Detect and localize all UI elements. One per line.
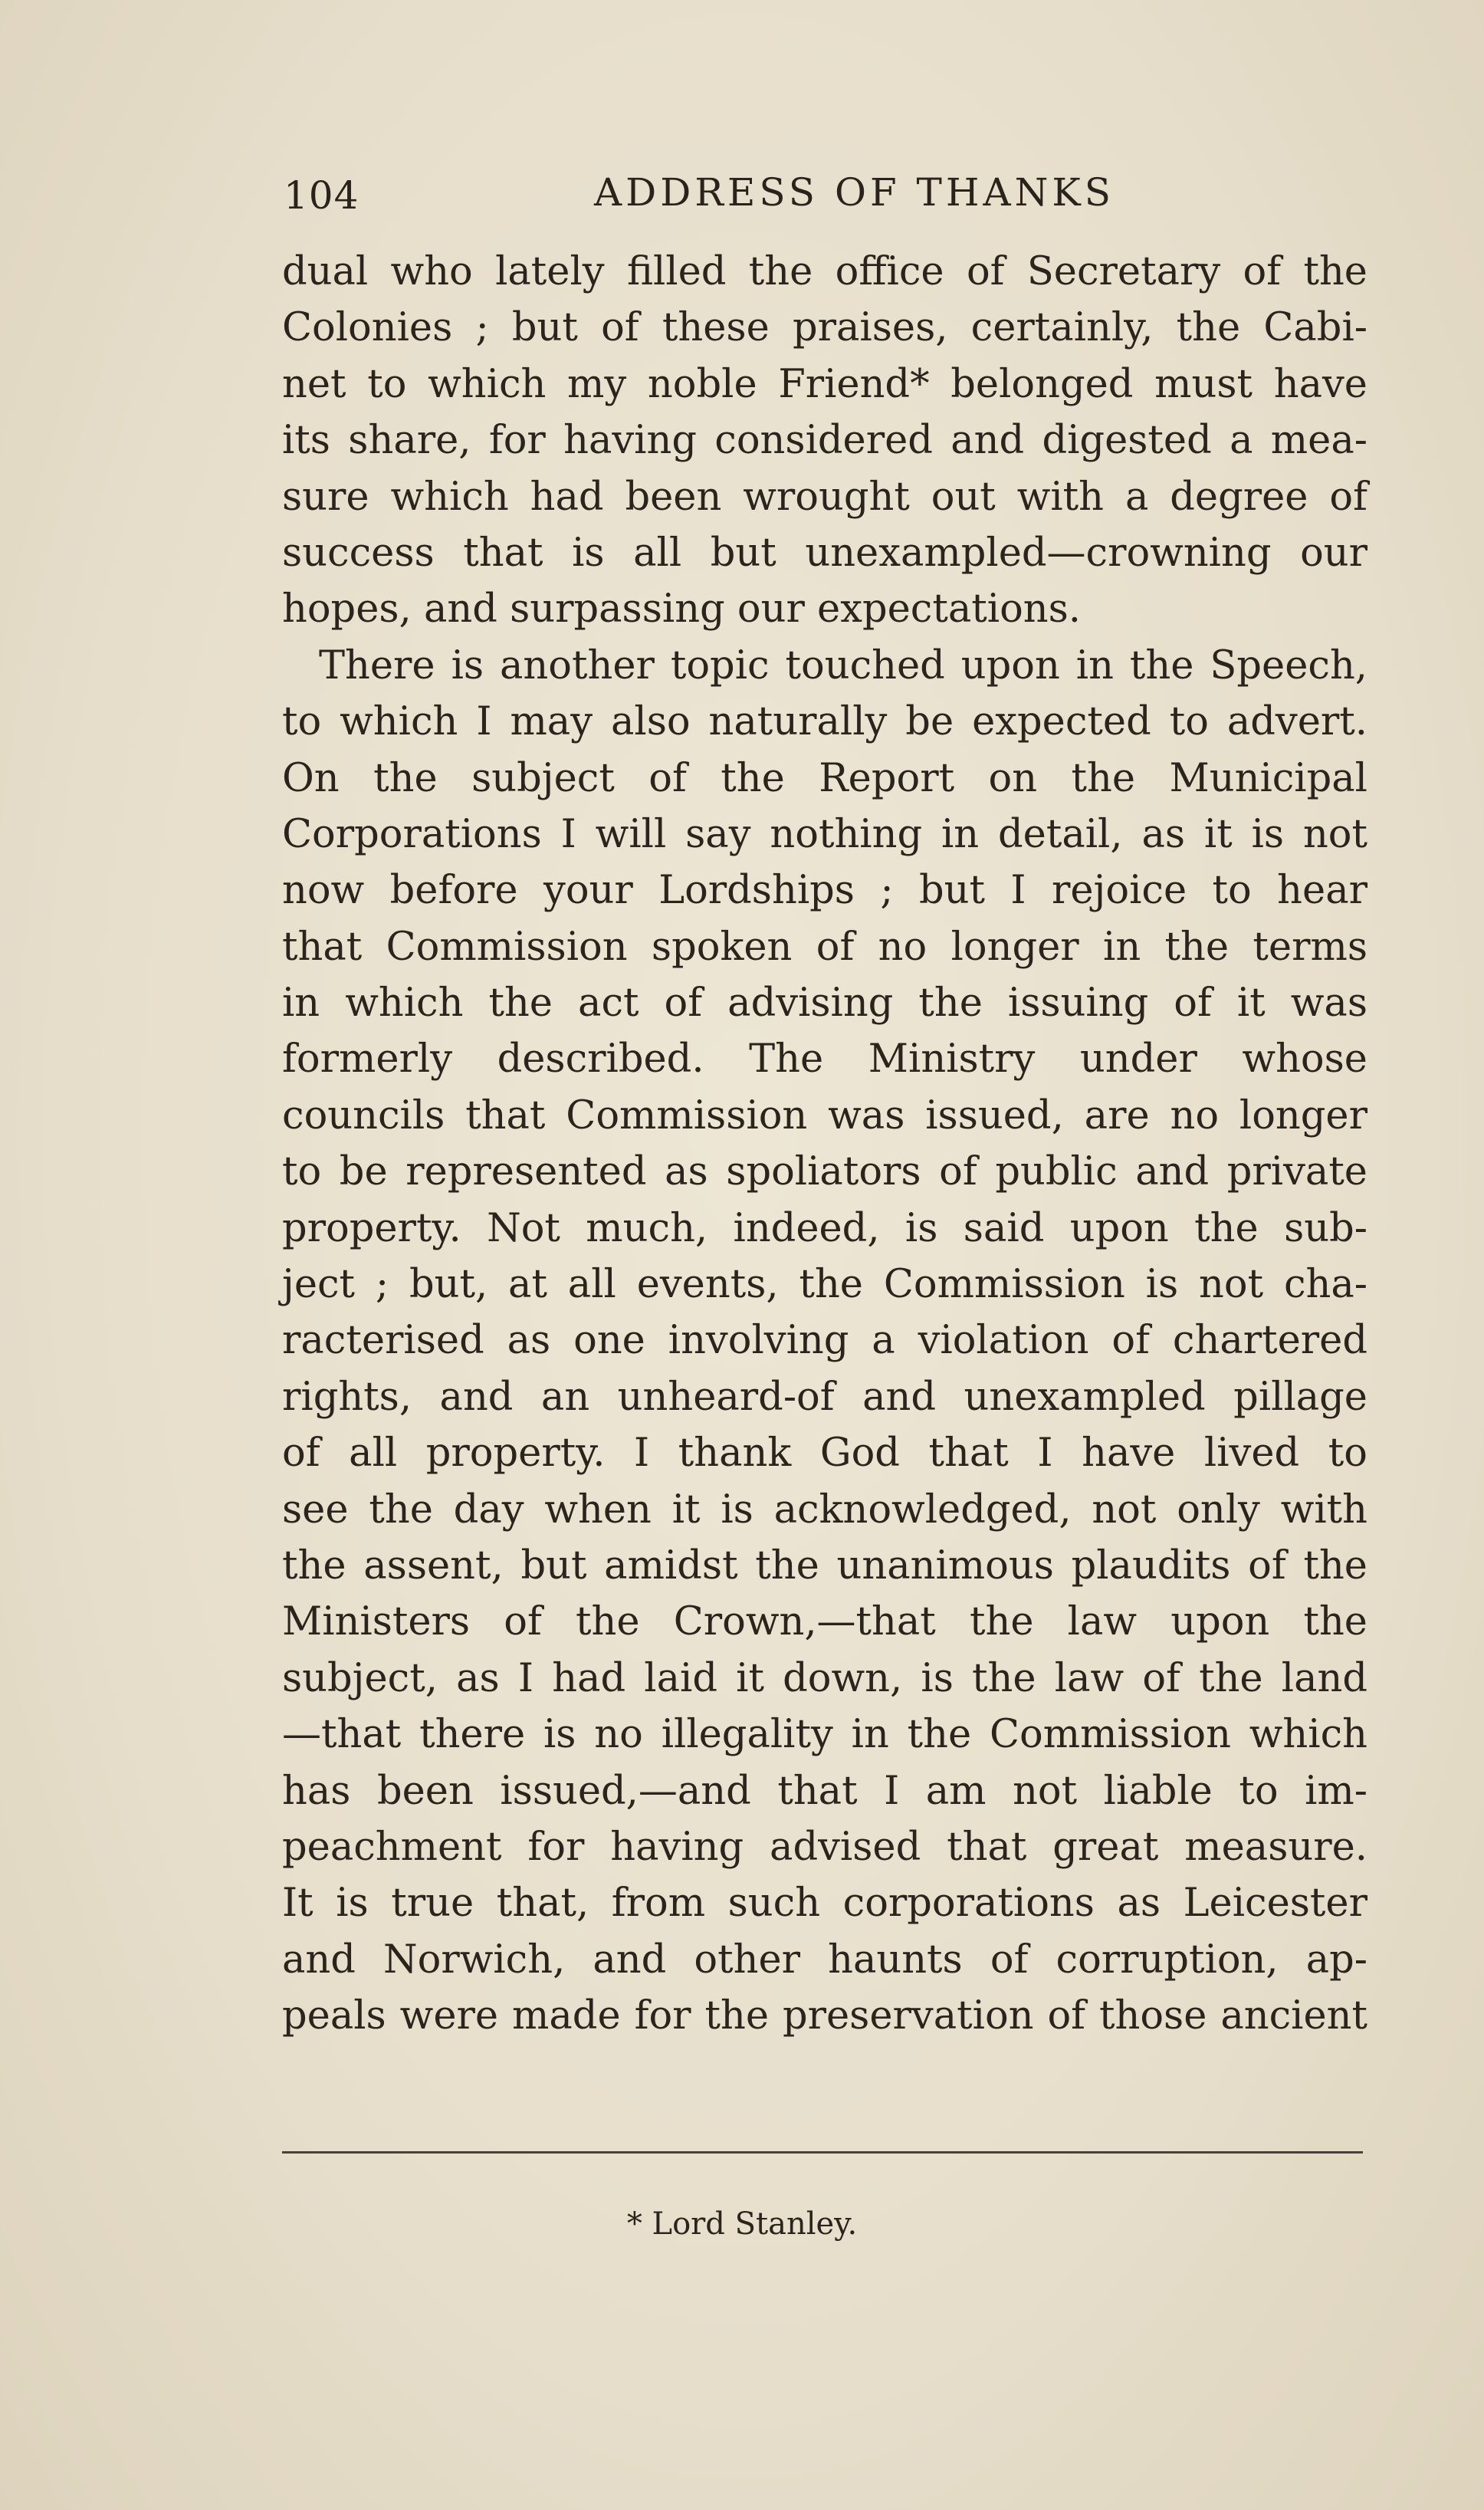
text-line: racterised as one involving a violation of chartered <box>282 1318 1367 1364</box>
text-line: to which I may also naturally be expected to advert. <box>282 699 1367 745</box>
text-line: of all property. I thank God that I have lived to <box>282 1431 1367 1477</box>
running-head: ADDRESS OF THANKS <box>594 170 1115 215</box>
page-header <box>284 163 1372 224</box>
text-line: sure which had been wrought out with a degree of <box>282 474 1367 520</box>
text-line: now before your Lordships ; but I rejoice to hear <box>282 868 1367 914</box>
text-line: There is another topic touched upon in the Speech, <box>319 642 1367 688</box>
body-text <box>282 244 1367 2045</box>
text-line: rights, and an unheard-of and unexampled pillage <box>282 1374 1367 1420</box>
text-line: see the day when it is acknowledged, not only with <box>282 1487 1367 1533</box>
text-line: Ministers of the Crown,—that the law upon the <box>282 1599 1367 1645</box>
text-line: in which the act of advising the issuing of it was <box>282 981 1367 1027</box>
text-line: has been issued,—and that I am not liable to im- <box>282 1768 1367 1814</box>
text-line: its share, for having considered and digested a mea- <box>282 418 1367 464</box>
text-line: subject, as I had laid it down, is the law of the land <box>282 1655 1367 1701</box>
text-line: —that there is no illegality in the Commission which <box>282 1712 1367 1758</box>
text-line: formerly described. The Ministry under whose <box>282 1037 1367 1083</box>
text-line: ject ; but, at all events, the Commission is not cha- <box>282 1262 1367 1308</box>
text-line: success that is all but unexampled—crowning our <box>282 530 1367 576</box>
text-line: Corporations I will say nothing in detail, as it is not <box>282 811 1367 857</box>
text-line: It is true that, from such corporations as Leicester <box>282 1881 1367 1927</box>
text-line: net to which my noble Friend* belonged must have <box>282 361 1367 407</box>
text-line: peachment for having advised that great measure. <box>282 1824 1367 1870</box>
text-line: peals were made for the preservation of those ancient <box>282 1993 1367 2039</box>
text-line: Colonies ; but of these praises, certainly, the Cabi- <box>282 305 1367 351</box>
text-line: that Commission spoken of no longer in the terms <box>282 924 1367 970</box>
text-line: the assent, but amidst the unanimous plaudits of the <box>282 1542 1367 1588</box>
text-line: property. Not much, indeed, is said upon the sub- <box>282 1205 1367 1251</box>
footnote-rule <box>282 2151 1363 2154</box>
text-line: and Norwich, and other haunts of corruption, ap- <box>282 1937 1367 1983</box>
text-line: On the subject of the Report on the Municipal <box>282 755 1367 801</box>
text-line: hopes, and surpassing our expectations. <box>282 586 1082 632</box>
text-line: dual who lately filled the office of Secretary of the <box>282 249 1367 294</box>
text-line: to be represented as spoliators of public and private <box>282 1149 1367 1195</box>
footnote: * Lord Stanley. <box>626 2206 858 2242</box>
page-number: 104 <box>284 173 360 218</box>
text-line: councils that Commission was issued, are no longer <box>282 1092 1367 1138</box>
